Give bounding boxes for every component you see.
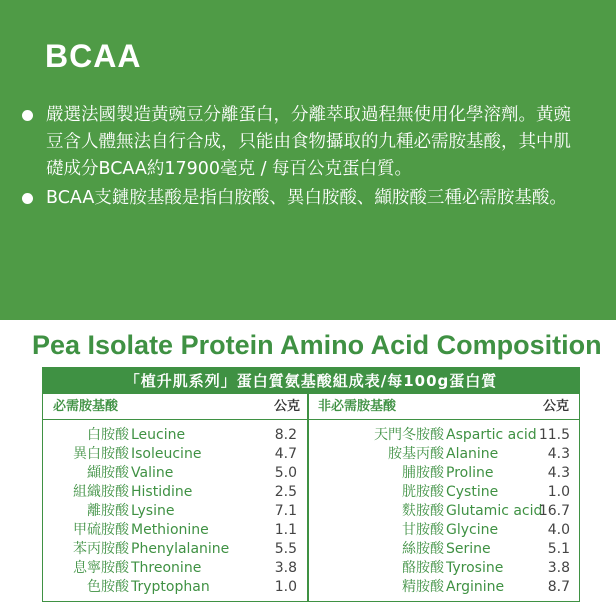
amino-acid-english-name: Phenylalanine — [131, 541, 230, 557]
bullet-item: 嚴選法國製造黃豌豆分離蛋白，分離萃取過程無使用化學溶劑。黃豌豆含人體無法自行合成，只能由食物攝取的九種必需胺基酸，其中肌礎成分BCAA約17900毫克 / 每百公克蛋白質。 — [20, 102, 586, 183]
amino-acid-value: 3.8 — [547, 560, 570, 576]
amino-acid-english-name: Glutamic acid — [446, 503, 543, 519]
amino-acid-chinese-name: 麩胺酸 — [402, 503, 444, 519]
amino-acid-english-name: Isoleucine — [131, 446, 202, 462]
amino-acid-english-name: Alanine — [446, 446, 499, 462]
section-title: Pea Isolate Protein Amino Acid Composition — [32, 330, 602, 360]
table-row — [309, 445, 580, 464]
amino-acid-english-name: Leucine — [131, 427, 186, 443]
amino-acid-english-name: Tyrosine — [446, 560, 504, 576]
bullet-list — [20, 102, 586, 214]
amino-acid-value: 4.7 — [274, 446, 297, 462]
table-row — [43, 540, 307, 559]
amino-acid-value: 5.0 — [274, 465, 297, 481]
amino-acid-english-name: Arginine — [446, 579, 505, 595]
table-row — [309, 483, 580, 502]
table-row — [309, 464, 580, 483]
amino-acid-chinese-name: 苯丙胺酸 — [73, 541, 129, 557]
amino-acid-english-name: Valine — [131, 465, 174, 481]
table-row — [43, 464, 307, 483]
amino-acid-value: 8.2 — [274, 427, 297, 443]
non-essential-unit-label: 公克 — [542, 399, 569, 414]
amino-acid-value: 2.5 — [274, 484, 297, 500]
amino-acid-chinese-name: 白胺酸 — [87, 427, 129, 443]
amino-acid-chinese-name: 胺基丙酸 — [388, 446, 444, 462]
amino-acid-value: 5.1 — [547, 541, 570, 557]
amino-acid-english-name: Tryptophan — [131, 579, 210, 595]
amino-acid-english-name: Histidine — [131, 484, 193, 500]
amino-acid-english-name: Proline — [446, 465, 494, 481]
amino-acid-value: 1.1 — [274, 522, 297, 538]
amino-acid-chinese-name: 組織胺酸 — [73, 484, 129, 500]
amino-acid-value: 3.8 — [274, 560, 297, 576]
amino-acid-chinese-name: 甲硫胺酸 — [73, 522, 129, 538]
table-row — [309, 426, 580, 445]
amino-acid-value: 1.0 — [274, 579, 297, 595]
table-heading: 「植升肌系列」蛋白質氨基酸組成表/每100g蛋白質 — [43, 368, 579, 394]
amino-acid-chinese-name: 脯胺酸 — [402, 465, 444, 481]
amino-acid-value: 4.3 — [547, 446, 570, 462]
amino-acid-value: 11.5 — [538, 427, 570, 443]
amino-acid-value: 5.5 — [274, 541, 297, 557]
amino-acid-table — [42, 367, 580, 602]
amino-acid-english-name: Threonine — [131, 560, 202, 576]
amino-acid-chinese-name: 甘胺酸 — [402, 522, 444, 538]
essential-column-header — [43, 394, 308, 420]
amino-acid-value: 1.0 — [547, 484, 570, 500]
amino-acid-chinese-name: 離胺酸 — [87, 503, 129, 519]
amino-acid-chinese-name: 胱胺酸 — [402, 484, 444, 500]
amino-acid-value: 4.0 — [547, 522, 570, 538]
table-row — [309, 502, 580, 521]
bullet-item: BCAA支鏈胺基酸是指白胺酸、異白胺酸、纈胺酸三種必需胺基酸。 — [20, 185, 586, 212]
amino-acid-english-name: Lysine — [131, 503, 175, 519]
amino-acid-english-name: Glycine — [446, 522, 499, 538]
amino-acid-english-name: Cystine — [446, 484, 499, 500]
amino-acid-chinese-name: 天門冬胺酸 — [374, 427, 444, 443]
non-essential-header-label: 非必需胺基酸 — [318, 399, 397, 414]
amino-acid-english-name: Methionine — [131, 522, 209, 538]
amino-acid-chinese-name: 絲胺酸 — [402, 541, 444, 557]
amino-acid-chinese-name: 息寧胺酸 — [73, 560, 129, 576]
amino-acid-english-name: Serine — [446, 541, 491, 557]
amino-acid-chinese-name: 色胺酸 — [87, 579, 129, 595]
non-essential-rows — [309, 426, 580, 597]
amino-acid-english-name: Aspartic acid — [446, 427, 537, 443]
amino-acid-chinese-name: 精胺酸 — [402, 579, 444, 595]
table-row — [43, 559, 307, 578]
essential-rows — [43, 426, 307, 597]
table-row — [309, 578, 580, 597]
non-essential-column-header — [308, 394, 579, 420]
table-row — [43, 445, 307, 464]
table-row — [43, 578, 307, 597]
amino-acid-value: 7.1 — [274, 503, 297, 519]
amino-acid-chinese-name: 異白胺酸 — [73, 446, 129, 462]
table-row — [309, 521, 580, 540]
essential-unit-label: 公克 — [273, 399, 300, 414]
table-row — [43, 426, 307, 445]
table-row — [43, 521, 307, 540]
amino-acid-chinese-name: 纈胺酸 — [87, 465, 129, 481]
table-row — [43, 483, 307, 502]
essential-header-label: 必需胺基酸 — [53, 399, 119, 414]
amino-acid-value: 8.7 — [547, 579, 570, 595]
table-row — [309, 540, 580, 559]
table-row — [43, 502, 307, 521]
amino-acid-value: 4.3 — [547, 465, 570, 481]
page-title: BCAA — [45, 38, 142, 74]
amino-acid-value: 16.7 — [538, 503, 570, 519]
table-row — [309, 559, 580, 578]
amino-acid-chinese-name: 酪胺酸 — [402, 560, 444, 576]
